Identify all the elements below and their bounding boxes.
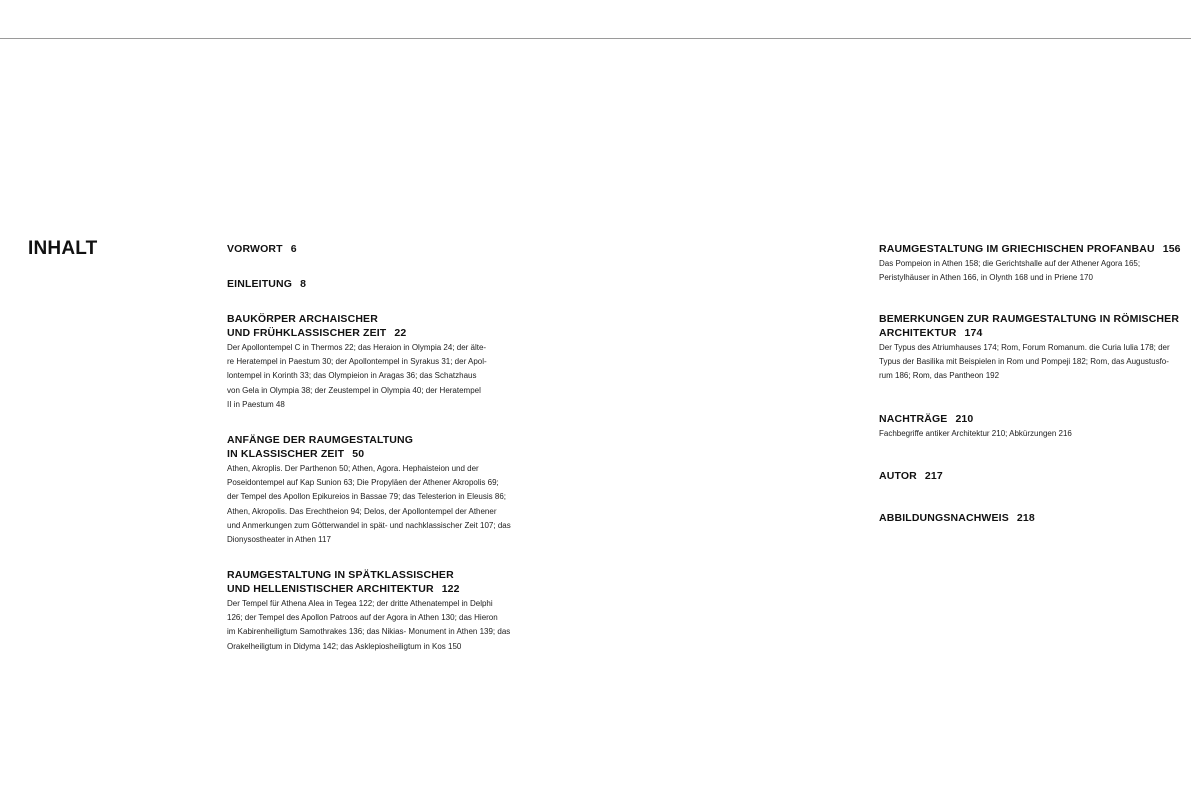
toc-entry-description [879, 427, 1072, 441]
top-divider [0, 38, 1191, 39]
toc-desc-line: Das Pompeion in Athen 158; die Gerichtshalle auf der Athener Agora 165; [879, 259, 1141, 268]
toc-entry-description [227, 462, 511, 547]
toc-desc-line: und Anmerkungen zum Götterwandel in spät- und nachklassischer Zeit 107; das [227, 520, 511, 530]
toc-heading-line: BEMERKUNGEN ZUR RAUMGESTALTUNG IN RÖMISCHER [879, 313, 1180, 325]
toc-entry-profanbau[interactable] [879, 242, 1181, 285]
toc-heading-line: ABBILDUNGSNACHWEIS 218 [879, 512, 1035, 524]
toc-desc-line: re Heratempel in Paestum 30; der Apollontempel in Syrakus 31; der Apol- [227, 357, 487, 367]
toc-desc-line: II in Paestum 48 [227, 399, 285, 409]
toc-desc-line: Der Tempel für Athena Alea in Tegea 122; der dritte Athenatempel in Delphi [227, 599, 493, 608]
toc-entry-heading [227, 312, 487, 340]
toc-heading-line: UND HELLENISTISCHER ARCHITEKTUR 122 [227, 583, 460, 595]
toc-desc-line: Typus der Basilika mit Beispielen in Rom und Pompeji 182; Rom, das Augustusfo- [879, 357, 1169, 367]
toc-heading-line: EINLEITUNG 8 [227, 278, 307, 290]
toc-desc-line: Peristylhäuser in Athen 166, in Olynth 168 und in Priene 170 [879, 273, 1093, 283]
toc-page-number: 217 [924, 470, 943, 482]
toc-desc-line: Fachbegriffe antiker Architektur 210; Abkürzungen 216 [879, 429, 1072, 438]
toc-desc-line: Der Typus des Atriumhauses 174; Rom, Forum Romanum. die Curia Iulia 178; der [879, 343, 1170, 352]
toc-page-number: 22 [394, 327, 407, 339]
toc-entry-nachtraege[interactable] [879, 412, 1072, 441]
toc-entry-raumgestaltung-spaetklassisch[interactable] [227, 568, 510, 654]
toc-page-number: 50 [352, 448, 365, 460]
toc-heading-line: RAUMGESTALTUNG IN SPÄTKLASSISCHER [227, 569, 454, 581]
toc-page-number: 174 [964, 327, 983, 339]
toc-entry-heading [227, 568, 510, 596]
toc-entry-vorwort[interactable] [227, 242, 297, 256]
toc-heading-line: VORWORT 6 [227, 243, 297, 255]
toc-entry-heading [879, 242, 1181, 256]
toc-entry-heading [227, 277, 306, 291]
toc-entry-description [227, 597, 510, 654]
toc-desc-line: lontempel in Korinth 33; das Olympieion in Aragas 36; das Schatzhaus [227, 371, 477, 381]
toc-desc-line: Dionysostheater in Athen 117 [227, 535, 331, 545]
toc-page-number: 210 [955, 413, 974, 425]
toc-entry-heading [227, 433, 511, 461]
toc-heading-line: BAUKÖRPER ARCHAISCHER [227, 313, 378, 325]
toc-entry-heading [879, 469, 943, 483]
toc-heading-line: ARCHITEKTUR 174 [879, 327, 983, 339]
toc-entry-heading [227, 242, 297, 256]
toc-entry-einleitung[interactable] [227, 277, 306, 291]
toc-entry-roemisch[interactable] [879, 312, 1179, 384]
toc-desc-line: von Gela in Olympia 38; der Zeustempel in Olympia 40; der Heratempel [227, 385, 481, 395]
page-title: INHALT [28, 238, 98, 259]
toc-page-number: 122 [441, 583, 460, 595]
toc-desc-line: Athen, Akropolis. Das Erechtheion 94; Delos, der Apollontempel der Athener [227, 506, 497, 516]
toc-heading-line: RAUMGESTALTUNG IM GRIECHISCHEN PROFANBAU 156 [879, 243, 1181, 255]
toc-entry-heading [879, 412, 1072, 426]
toc-desc-line: Der Apollontempel C in Thermos 22; das Heraion in Olympia 24; der älte- [227, 343, 487, 352]
toc-entry-abbildungsnachweis[interactable] [879, 511, 1035, 525]
toc-entry-heading [879, 312, 1179, 340]
toc-entry-heading [879, 511, 1035, 525]
toc-desc-line: Poseidontempel auf Kap Sunion 63; Die Propyläen der Athener Akropolis 69; [227, 478, 499, 488]
toc-entry-description [227, 341, 487, 412]
toc-heading-line: UND FRÜHKLASSISCHER ZEIT 22 [227, 327, 407, 339]
toc-entry-description [879, 257, 1181, 285]
toc-page-number: 218 [1016, 512, 1035, 524]
toc-entry-autor[interactable] [879, 469, 943, 483]
toc-desc-line: im Kabirenheiligtum Samothrakes 136; das Nikias- Monument in Athen 139; das [227, 627, 511, 637]
toc-entry-description [879, 341, 1179, 384]
toc-heading-line: NACHTRÄGE 210 [879, 413, 974, 425]
toc-entry-baukoerper[interactable] [227, 312, 487, 412]
toc-page-number: 8 [300, 278, 307, 290]
toc-heading-line: ANFÄNGE DER RAUMGESTALTUNG [227, 434, 414, 446]
toc-desc-line: Athen, Akroplis. Der Parthenon 50; Athen, Agora. Hephaisteion und der [227, 464, 479, 473]
toc-heading-line: AUTOR 217 [879, 470, 943, 482]
toc-heading-line: IN KLASSISCHER ZEIT 50 [227, 448, 365, 460]
toc-entry-anfaenge[interactable] [227, 433, 511, 547]
toc-desc-line: 126; der Tempel des Apollon Patroos auf der Agora in Athen 130; das Hieron [227, 613, 498, 623]
toc-desc-line: Orakelheiligtum in Didyma 142; das Asklepiosheiligtum in Kos 150 [227, 641, 462, 651]
toc-page-number: 156 [1162, 243, 1181, 255]
toc-desc-line: der Tempel des Apollon Epikureios in Bassae 79; das Telesterion in Eleusis 86; [227, 492, 506, 502]
toc-page-number: 6 [290, 243, 297, 255]
toc-desc-line: rum 186; Rom, das Pantheon 192 [879, 371, 1000, 381]
